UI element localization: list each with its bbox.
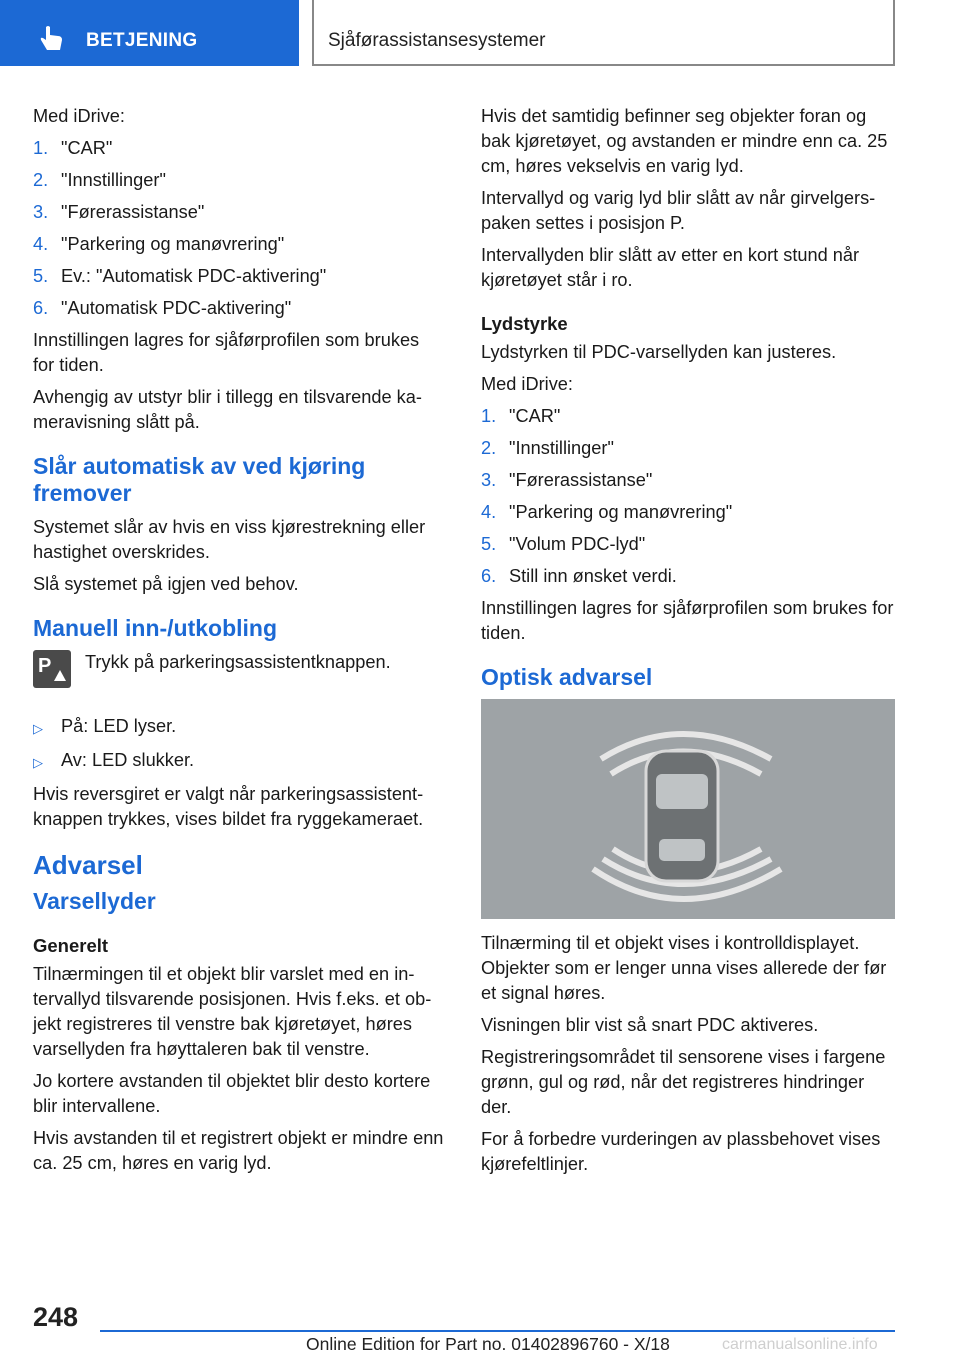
list-number: 1.: [481, 406, 497, 426]
pdc-display-illustration: [481, 699, 895, 919]
list-item: [481, 564, 897, 589]
list-text: "Førerassistanse": [509, 470, 653, 490]
list-item: [33, 296, 445, 321]
idrive-menu-list: [481, 404, 897, 589]
paragraph: Tilnærmingen til et objekt blir varslet med en intervallyd tilsvarende posisjonen. Hvis f.eks. et objekt registreres til venstre bak kjøretøyet, høres varsellyden fra høyttaleren bak til venstre.: [33, 964, 432, 1059]
paragraph: For å forbedre vurderingen av plassbehovet vises kjørefeltlinjer.: [481, 1129, 881, 1174]
paragraph: Tilnærming til et objekt vises i kontrolldisplayet. Objekter som er lenger unna vises allerede der før et signal høres.: [481, 933, 887, 1003]
paragraph: Med iDrive:: [481, 374, 573, 394]
list-number: 5.: [33, 266, 49, 286]
heading-warning: Advarsel: [33, 850, 143, 880]
right-column: [481, 104, 897, 1184]
list-text: "Innstillinger": [61, 170, 166, 190]
heading-optical: Optisk advarsel: [481, 664, 653, 690]
paragraph: Intervallyden blir slått av etter en kort stund når kjøretøyet står i ro.: [481, 245, 860, 290]
list-item: [481, 532, 897, 557]
paragraph: Registreringsområdet til sensorene vises i fargene grønn, gul og rød, når det registreres hindringer der.: [481, 1047, 886, 1117]
page-header: [0, 0, 960, 66]
section-tab[interactable]: [0, 0, 299, 66]
list-item: [33, 136, 445, 161]
list-number: 4.: [481, 502, 497, 522]
page-number: 248: [33, 1302, 79, 1332]
section-label: BETJENING: [86, 30, 198, 51]
paragraph: Visningen blir vist så snart PDC aktiveres.: [481, 1015, 819, 1035]
triangle-bullet-icon: ▷: [33, 721, 43, 736]
list-number: 5.: [481, 534, 497, 554]
list-item: [481, 500, 897, 525]
list-text: "Førerassistanse": [61, 202, 205, 222]
heading-manual: Manuell inn-/utkobling: [33, 615, 278, 641]
paragraph: Avhengig av utstyr blir i tillegg en tilsvarende kameravisning slått på.: [33, 387, 422, 432]
paragraph: Intervallyd og varig lyd blir slått av når girvelgerspaken settes i posisjon P.: [481, 188, 876, 233]
list-text: "Innstillinger": [509, 438, 614, 458]
list-number: 2.: [33, 170, 49, 190]
heading-general: Generelt: [33, 935, 109, 956]
heading-warning-sounds: Varsellyder: [33, 888, 156, 914]
watermark: carmanualsonline.info: [722, 1336, 878, 1353]
paragraph: Hvis avstanden til et registrert objekt er mindre enn ca. 25 cm, høres en varig lyd.: [33, 1128, 444, 1173]
hand-pointer-icon: [38, 25, 66, 53]
list-item: [33, 232, 445, 257]
parking-assistant-button-icon: P: [33, 650, 71, 688]
list-text: "Parkering og manøvrering": [61, 234, 285, 254]
list-number: 2.: [481, 438, 497, 458]
button-instruction-text: Trykk på parkeringsassistentknappen.: [85, 652, 391, 672]
list-text: "Volum PDC-lyd": [509, 534, 646, 554]
paragraph: Lydstyrken til PDC-varsellyden kan justeres.: [481, 342, 837, 362]
list-text: "Automatisk PDC-aktivering": [61, 298, 292, 318]
paragraph: Hvis reversgiret er valgt når parkeringsassistentknappen trykkes, vises bildet fra ryggekameraet.: [33, 784, 424, 829]
chapter-title: Sjåførassistansesystemer: [328, 30, 546, 51]
paragraph: Jo kortere avstanden til objektet blir desto kortere blir intervallene.: [33, 1071, 431, 1116]
paragraph: Slå systemet på igjen ved behov.: [33, 574, 299, 594]
list-number: 3.: [33, 202, 49, 222]
list-text: "CAR": [61, 138, 113, 158]
list-item: ▷ På: LED lyser.: [33, 714, 445, 741]
button-instruction: [33, 650, 445, 688]
list-item: [33, 264, 445, 289]
list-item: ▷ Av: LED slukker.: [33, 748, 445, 775]
list-item: [33, 168, 445, 193]
list-text: Still inn ønsket verdi.: [509, 566, 677, 586]
triangle-bullet-icon: ▷: [33, 755, 43, 770]
list-text: "CAR": [509, 406, 561, 426]
list-number: 6.: [481, 566, 497, 586]
edition-text: Online Edition for Part no. 01402896760 - X/18: [306, 1334, 670, 1354]
paragraph: Innstillingen lagres for sjåførprofilen som brukes for tiden.: [481, 598, 894, 643]
list-text: Ev.: "Automatisk PDC-aktivering": [61, 266, 327, 286]
paragraph: Systemet slår av hvis en viss kjørestrekning eller hastighet overskrides.: [33, 517, 426, 562]
list-number: 4.: [33, 234, 49, 254]
list-number: 3.: [481, 470, 497, 490]
paragraph: Hvis det samtidig befinner seg objekter foran og bak kjøretøyet, og avstanden er mindre enn ca. 25 cm, høres vekselvis en varig lyd.: [481, 106, 888, 176]
list-item: [481, 436, 897, 461]
list-text: "Parkering og manøvrering": [509, 502, 733, 522]
list-item: [33, 200, 445, 225]
left-column: [33, 104, 445, 1183]
list-item: [481, 468, 897, 493]
list-number: 6.: [33, 298, 49, 318]
heading-auto-off: Slår automatisk av ved kjøring fremover: [33, 453, 366, 506]
intro-text: Med iDrive:: [33, 106, 125, 126]
footer-rule: [100, 1330, 895, 1332]
heading-volume: Lydstyrke: [481, 313, 568, 334]
paragraph: Innstillingen lagres for sjåførprofilen som brukes for tiden.: [33, 330, 420, 375]
list-item: [481, 404, 897, 429]
list-number: 1.: [33, 138, 49, 158]
idrive-menu-list: [33, 136, 445, 321]
